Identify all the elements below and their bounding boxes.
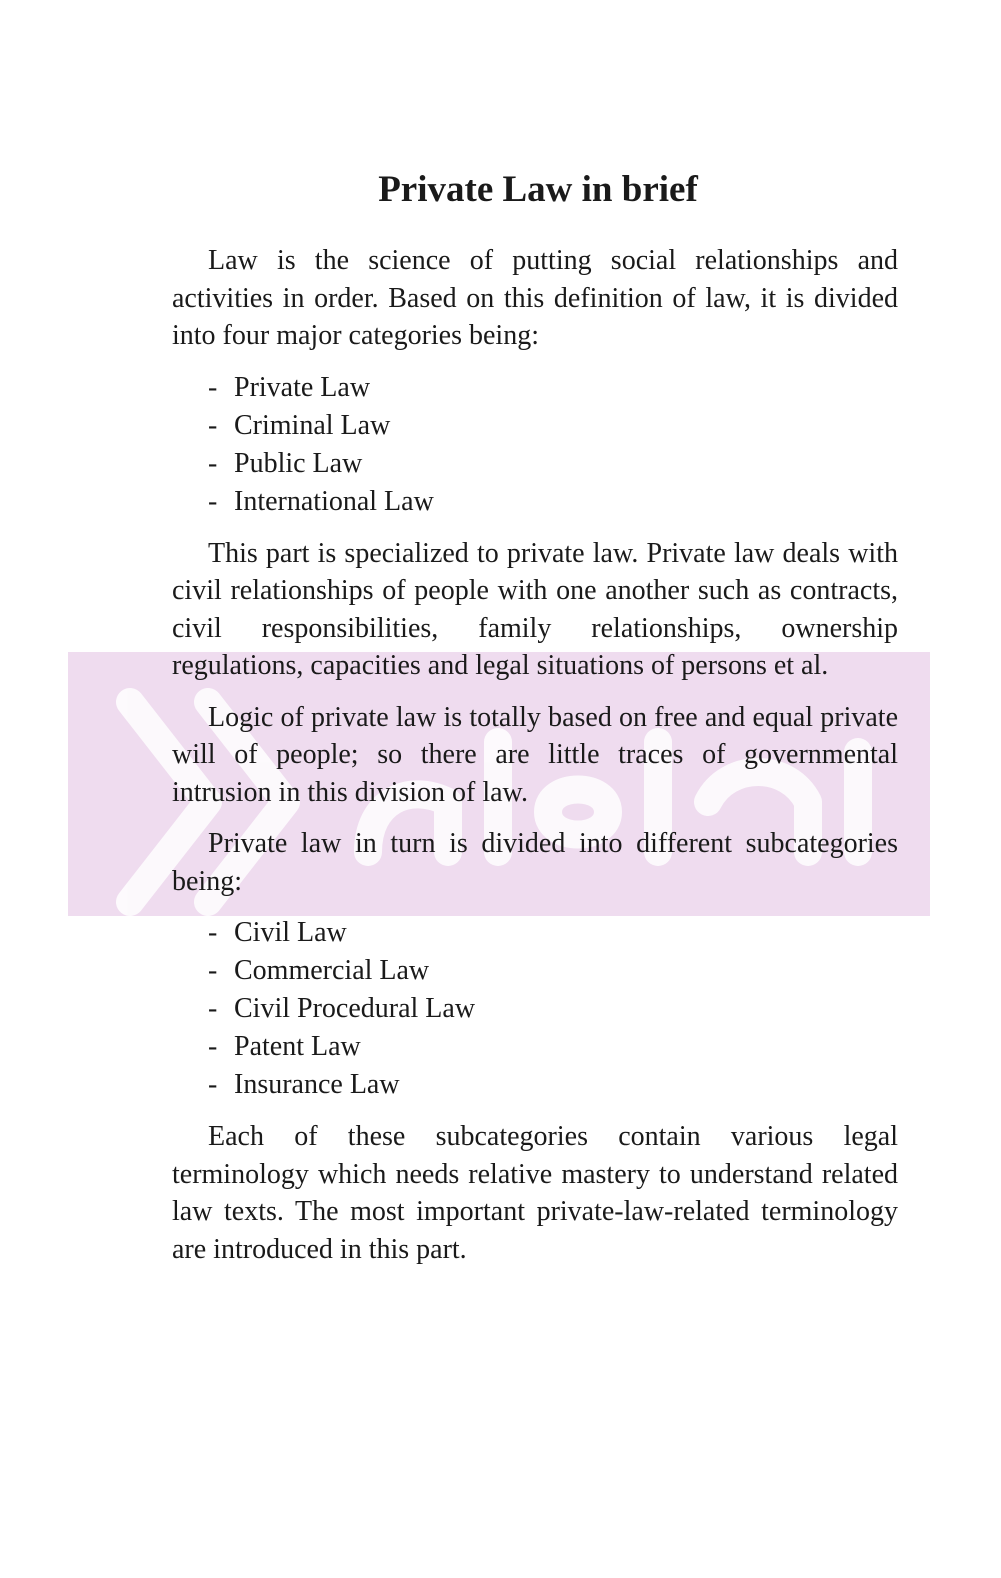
page-title: Private Law in brief [378,169,698,210]
list-marker: - [208,917,218,948]
list-item [208,407,898,445]
list-item-text: International Law [234,485,434,517]
subcategories-intro-paragraph: Private law in turn is divided into different subcategories being: [172,828,898,897]
list-marker: - [208,993,218,1024]
list-marker: - [208,485,218,517]
list-item [208,1028,898,1066]
list-item-text: Insurance Law [234,1069,400,1100]
list-marker: - [208,409,218,441]
list-item [208,445,898,483]
list-item [208,483,898,521]
list-marker: - [208,447,218,479]
list-marker: - [208,371,218,403]
list-marker: - [208,1031,218,1062]
private-law-paragraph: This part is specialized to private law. Private law deals with civil relationships of people with one another such as contracts, civil responsibilities, family relationships, ownership regulations, capacities and legal situations of persons et al. [172,537,898,681]
list-item-text: Civil Procedural Law [234,993,476,1024]
terminology-paragraph: Each of these subcategories contain various legal terminology which needs relative mastery to understand related law texts. The most important private-law-related terminology are introduced in this part. [172,1121,898,1265]
list-item [208,990,898,1028]
list-item-text: Commercial Law [234,955,430,986]
list-item [208,369,898,407]
list-item-text: Private Law [234,371,371,403]
list-item-text: Civil Law [234,917,347,948]
list-item-text: Criminal Law [234,409,391,441]
list-item-text: Patent Law [234,1031,361,1062]
list-item [208,1066,898,1104]
intro-paragraph: Law is the science of putting social relationships and activities in order. Based on this definition of law, it is divided into four major categories being: [172,245,898,351]
list-item-text: Public Law [234,447,363,479]
logic-paragraph: Logic of private law is totally based on free and equal private will of people; so there are little traces of governmental intrusion in this division of law. [172,701,898,808]
subcategories-list [172,914,898,1104]
list-marker: - [208,1069,218,1100]
list-item [208,952,898,990]
major-categories-list [172,369,898,521]
document-page [172,168,898,1282]
list-marker: - [208,955,218,986]
list-item [208,914,898,952]
